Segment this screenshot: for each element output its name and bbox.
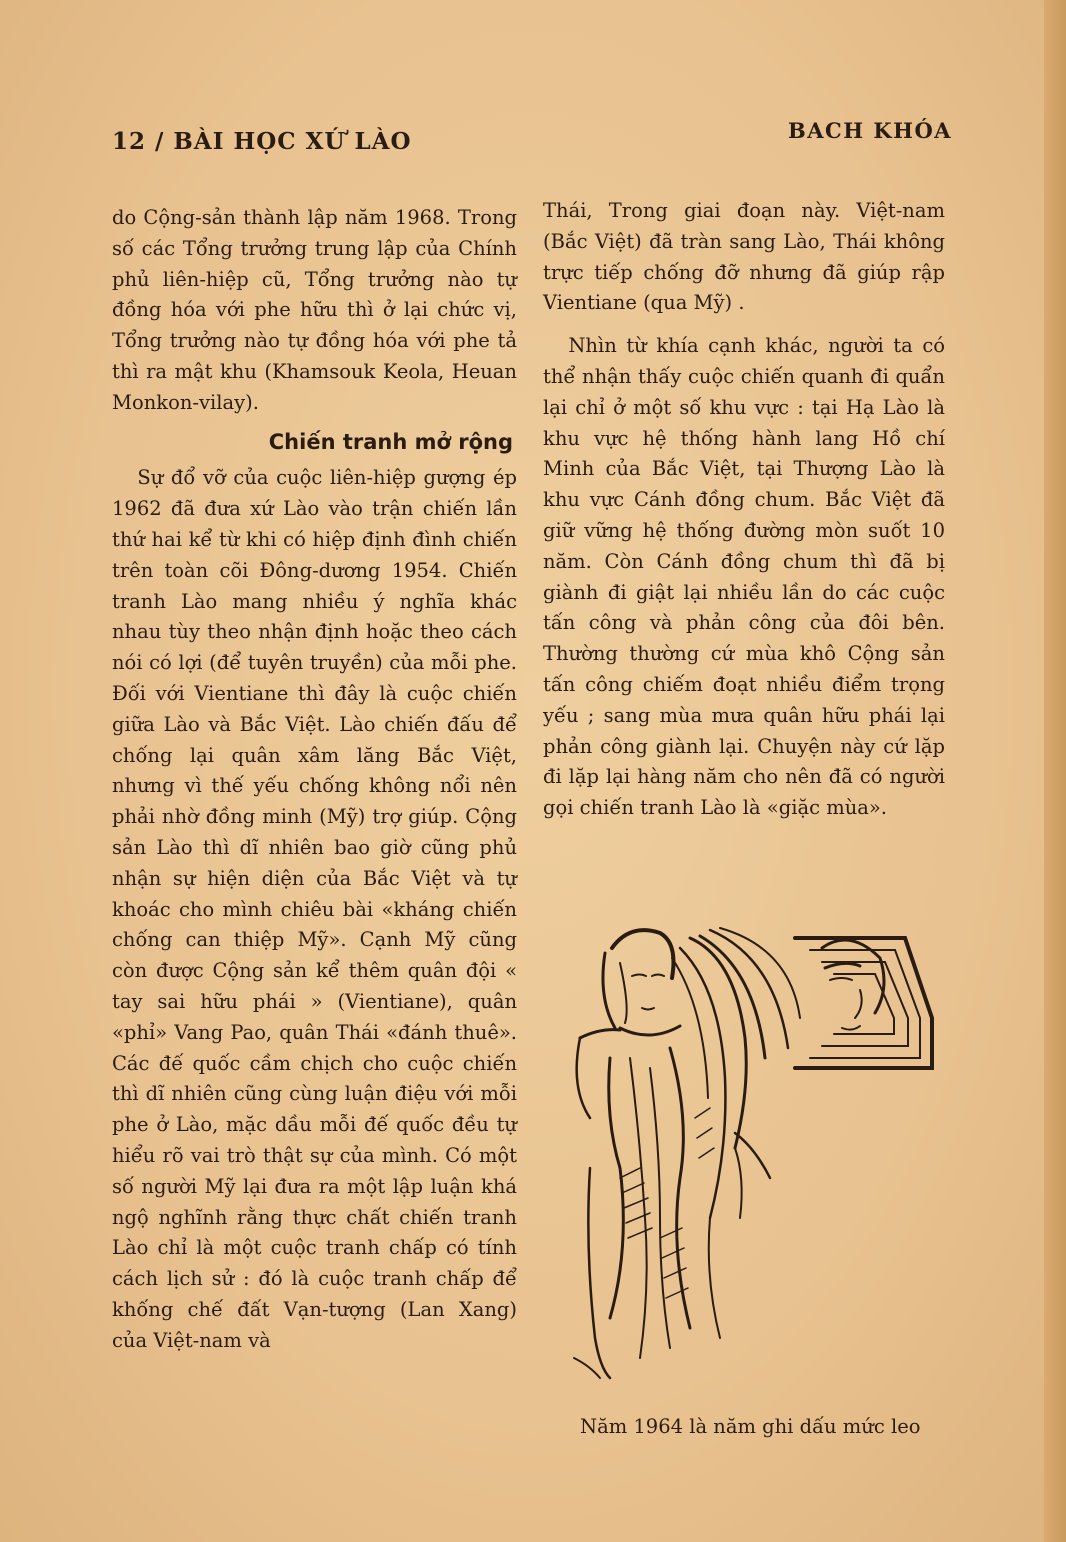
running-header-right: BACH KHÓA	[788, 118, 953, 143]
paragraph: do Cộng-sản thành lập năm 1968. Trong số các Tổng trưởng trung lập của Chính phủ liên-hiệp cũ, Tổng trưởng nào tự đồng hóa với phe hữu thì ở lại chức vị, Tổng trưởng nào tự đồng hóa với phe tả thì ra mật khu (Khamsouk Keola, Heuan Monkon-vilay).	[112, 206, 517, 414]
caption-text: Năm 1964 là năm ghi dấu mức leo	[580, 1415, 921, 1438]
running-header-left: 12 / BÀI HỌC XỨ LÀO	[112, 128, 412, 155]
section-heading: Chiến tranh mở rộng	[268, 429, 513, 454]
paragraph: Nhìn từ khía cạnh khác, người ta có thể nhận thấy cuộc chiến quanh đi quẩn lại chỉ ở một số khu vực : tại Hạ Lào là khu vực hệ thống hành lang Hồ chí Minh của Bắc Việt, tại Thượng Lào là khu vực Cánh đồng chum. Bắc Việt đã giữ vững hệ thống đường mòn suốt 10 năm. Còn Cánh đồng chum thì đã bị giành đi giật lại nhiều lần do các cuộc tấn công và phản công của đôi bên. Thường thường cứ mùa khô Cộng sản tấn công chiếm đoạt nhiều điểm trọng yếu ; sang mùa mưa quân hữu phái lại phản công giành lại. Chuyện này cứ lặp đi lặp lại hàng năm cho nên đã có người gọi chiến tranh Lào là «giặc mùa».	[543, 334, 945, 820]
paragraph: Thái, Trong giai đoạn này. Việt-nam (Bắc Việt) đã tràn sang Lào, Thái không trực tiếp chống đỡ nhưng đã giúp rập Vientiane (qua Mỹ) .	[543, 199, 945, 315]
ink-illustration	[560, 918, 955, 1388]
left-column	[112, 203, 517, 1356]
right-column	[543, 196, 945, 824]
paragraph: Sự đổ vỡ của cuộc liên-hiệp gượng ép 1962 đã đưa xứ Lào vào trận chiến lần thứ hai kể từ khi có hiệp định đình chiến trên toàn cõi Đông-dương 1954. Chiến tranh Lào mang nhiều ý nghĩa khác nhau tùy theo nhận định hoặc theo cách nói có lợi (để tuyên truyền) của mỗi phe. Đối với Vientiane thì đây là cuộc chiến giữa Lào và Bắc Việt. Lào chiến đấu để chống lại quân xâm lăng Bắc Việt, nhưng vì thế yếu chống không nổi nên phải nhờ đồng minh (Mỹ) trợ giúp. Cộng sản Lào thì dĩ nhiên bao giờ cũng phủ nhận sự hiện diện của Bắc Việt và tự khoác cho mình chiêu bài «kháng chiến chống can thiệp Mỹ». Cạnh Mỹ cũng còn được Cộng sản kể thêm quân đội « tay sai hữu phái » (Vientiane), quân «phỉ» Vang Pao, quân Thái «đánh thuê». Các đế quốc cầm chịch cho cuộc chiến thì dĩ nhiên cũng cùng luận điệu với mỗi phe ở Lào, mặc dầu mỗi đế quốc đều tự hiểu rõ vai trò thật sự của mình. Có một số người Mỹ lại đưa ra một lập luận khá ngộ nghĩnh rằng thực chất chiến tranh Lào chỉ là một cuộc tranh chấp có tính cách lịch sử : đó là cuộc tranh chấp để khống chế đất Vạn-tượng (Lan Xang) của Việt-nam và	[112, 466, 517, 1352]
page-edge	[1044, 0, 1066, 1542]
